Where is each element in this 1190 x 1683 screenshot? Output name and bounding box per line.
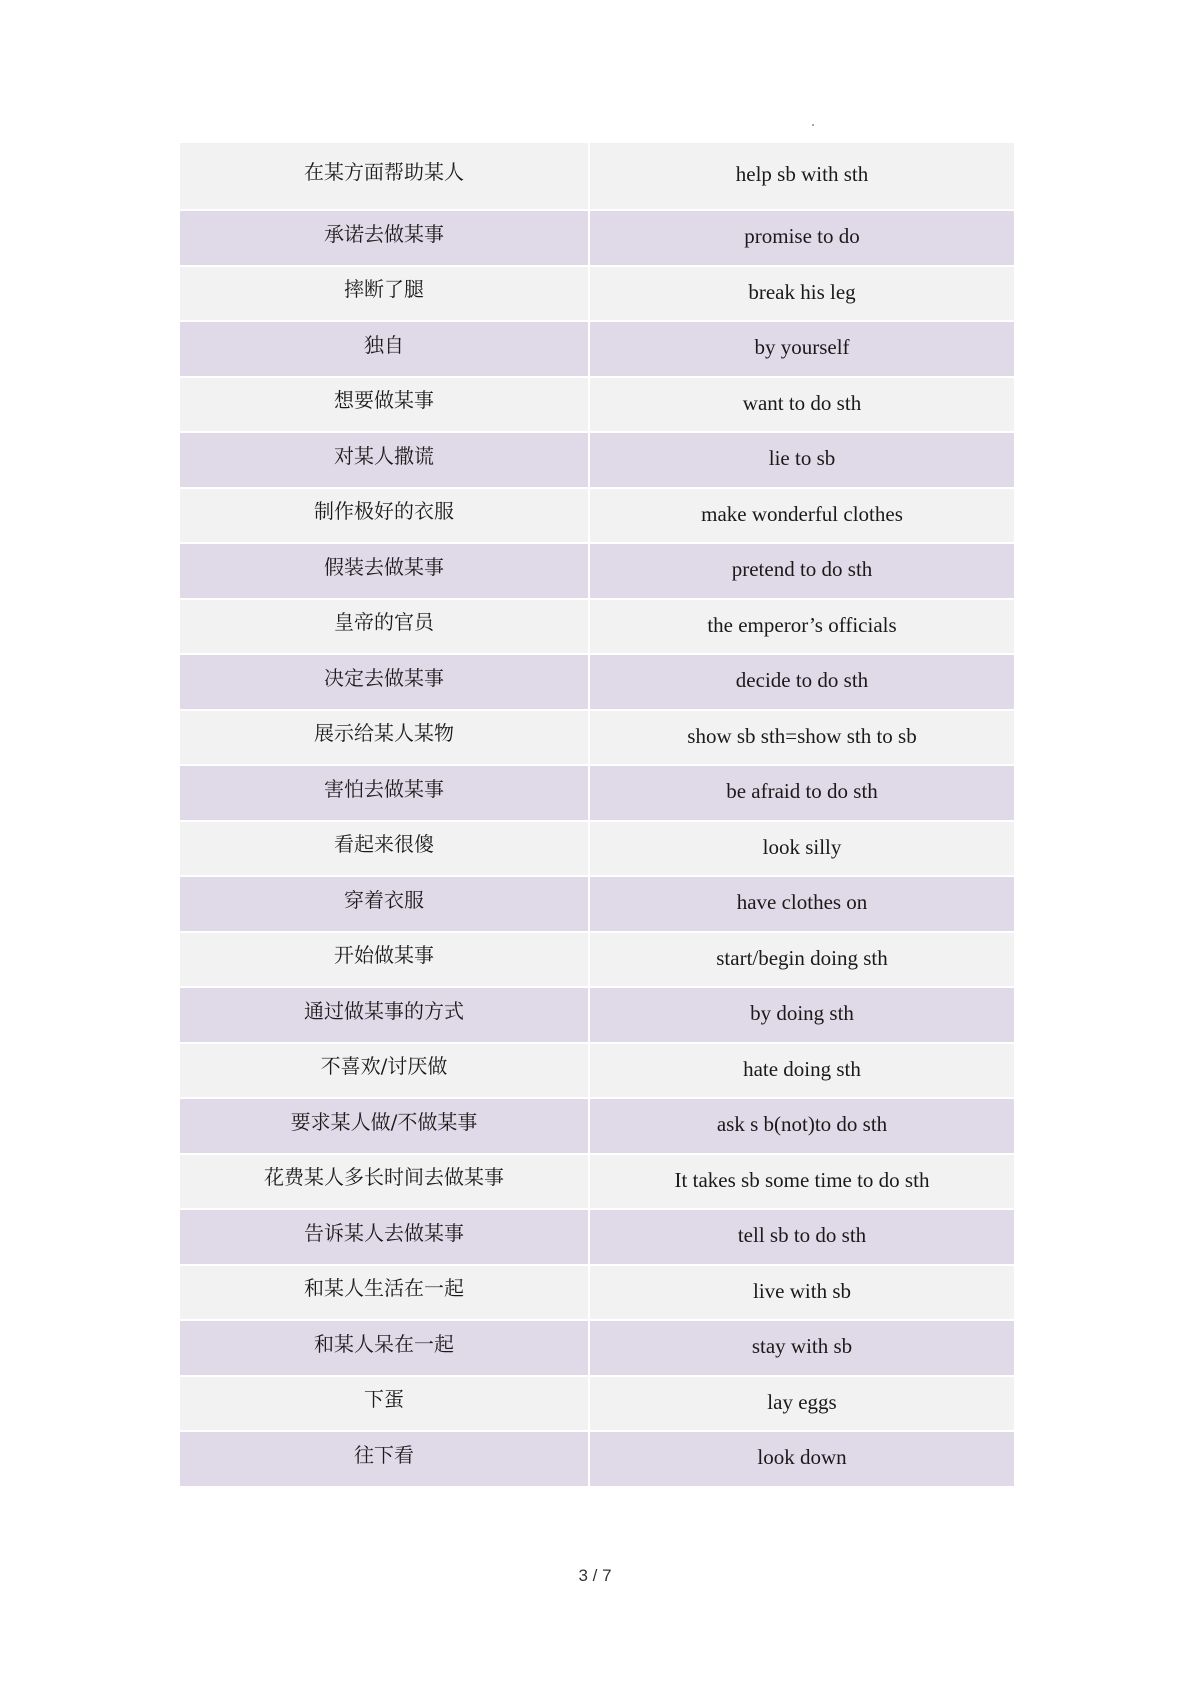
table-row [180, 489, 1014, 545]
table-row [180, 933, 1014, 989]
chinese-phrase-cell: 对某人撒谎 [180, 433, 590, 487]
english-phrase-cell: It takes sb some time to do sth [674, 1167, 930, 1192]
english-phrase-cell: break his leg [748, 279, 856, 304]
english-phrase-cell: hate doing sth [743, 1056, 861, 1081]
english-phrase-cell: decide to do sth [735, 668, 869, 693]
english-phrase-cell: by doing sth [750, 1001, 854, 1026]
english-phrase-cell: stay with sb [751, 1334, 853, 1359]
chinese-phrase-cell: 在某方面帮助某人 [180, 143, 590, 209]
chinese-phrase-cell: 要求某人做/不做某事 [180, 1099, 590, 1153]
table-row [180, 1321, 1014, 1377]
table-row [180, 1155, 1014, 1211]
table-row [180, 143, 1014, 211]
english-phrase-cell: promise to do [744, 224, 860, 249]
table-row [180, 1044, 1014, 1100]
english-phrase-cell: want to do sth [742, 390, 862, 415]
chinese-phrase-cell: 制作极好的衣服 [180, 489, 590, 543]
chinese-phrase-cell: 和某人呆在一起 [180, 1321, 590, 1375]
page-dot-mark [812, 124, 814, 126]
chinese-phrase-cell: 独自 [180, 322, 590, 376]
table-row [180, 1099, 1014, 1155]
table-row [180, 267, 1014, 323]
english-phrase-cell: the emperor’s officials [707, 612, 897, 637]
english-phrase-cell: look down [757, 1445, 847, 1470]
chinese-phrase-cell: 通过做某事的方式 [180, 988, 590, 1042]
chinese-phrase-cell: 皇帝的官员 [180, 600, 590, 654]
table-row [180, 711, 1014, 767]
table-row [180, 433, 1014, 489]
phrase-table [180, 143, 1014, 1488]
table-row [180, 655, 1014, 711]
page-number: 3 / 7 [578, 1566, 612, 1585]
table-row [180, 600, 1014, 656]
english-phrase-cell: have clothes on [736, 890, 868, 915]
english-phrase-cell: by yourself [754, 335, 850, 360]
english-phrase-cell: look silly [762, 834, 842, 859]
english-phrase-cell: pretend to do sth [731, 557, 873, 582]
chinese-phrase-cell: 花费某人多长时间去做某事 [180, 1155, 590, 1209]
chinese-phrase-cell: 往下看 [180, 1432, 590, 1486]
chinese-phrase-cell: 不喜欢/讨厌做 [180, 1044, 590, 1098]
chinese-phrase-cell: 害怕去做某事 [180, 766, 590, 820]
chinese-phrase-cell: 开始做某事 [180, 933, 590, 987]
chinese-phrase-cell: 下蛋 [180, 1377, 590, 1431]
chinese-phrase-cell: 决定去做某事 [180, 655, 590, 709]
chinese-phrase-cell: 想要做某事 [180, 378, 590, 432]
english-phrase-cell: make wonderful clothes [701, 501, 903, 526]
table-row [180, 322, 1014, 378]
table-row [180, 1266, 1014, 1322]
english-phrase-cell: ask s b(not)to do sth [716, 1112, 888, 1137]
english-phrase-cell: be afraid to do sth [726, 779, 878, 804]
english-phrase-cell: show sb sth=show sth to sb [687, 723, 917, 748]
table-row [180, 822, 1014, 878]
chinese-phrase-cell: 和某人生活在一起 [180, 1266, 590, 1320]
english-phrase-cell: live with sb [753, 1278, 851, 1303]
table-row [180, 211, 1014, 267]
table-row [180, 544, 1014, 600]
chinese-phrase-cell: 假装去做某事 [180, 544, 590, 598]
table-row [180, 766, 1014, 822]
chinese-phrase-cell: 看起来很傻 [180, 822, 590, 876]
english-phrase-cell: lay eggs [767, 1389, 837, 1414]
chinese-phrase-cell: 告诉某人去做某事 [180, 1210, 590, 1264]
table-row [180, 988, 1014, 1044]
chinese-phrase-cell: 展示给某人某物 [180, 711, 590, 765]
table-row [180, 877, 1014, 933]
english-phrase-cell: help sb with sth [735, 162, 869, 187]
english-phrase-cell: lie to sb [768, 446, 836, 471]
table-row [180, 1432, 1014, 1488]
chinese-phrase-cell: 摔断了腿 [180, 267, 590, 321]
chinese-phrase-cell: 承诺去做某事 [180, 211, 590, 265]
table-row [180, 378, 1014, 434]
chinese-phrase-cell: 穿着衣服 [180, 877, 590, 931]
table-row [180, 1210, 1014, 1266]
english-phrase-cell: start/begin doing sth [716, 945, 888, 970]
english-phrase-cell: tell sb to do sth [737, 1223, 867, 1248]
table-row [180, 1377, 1014, 1433]
